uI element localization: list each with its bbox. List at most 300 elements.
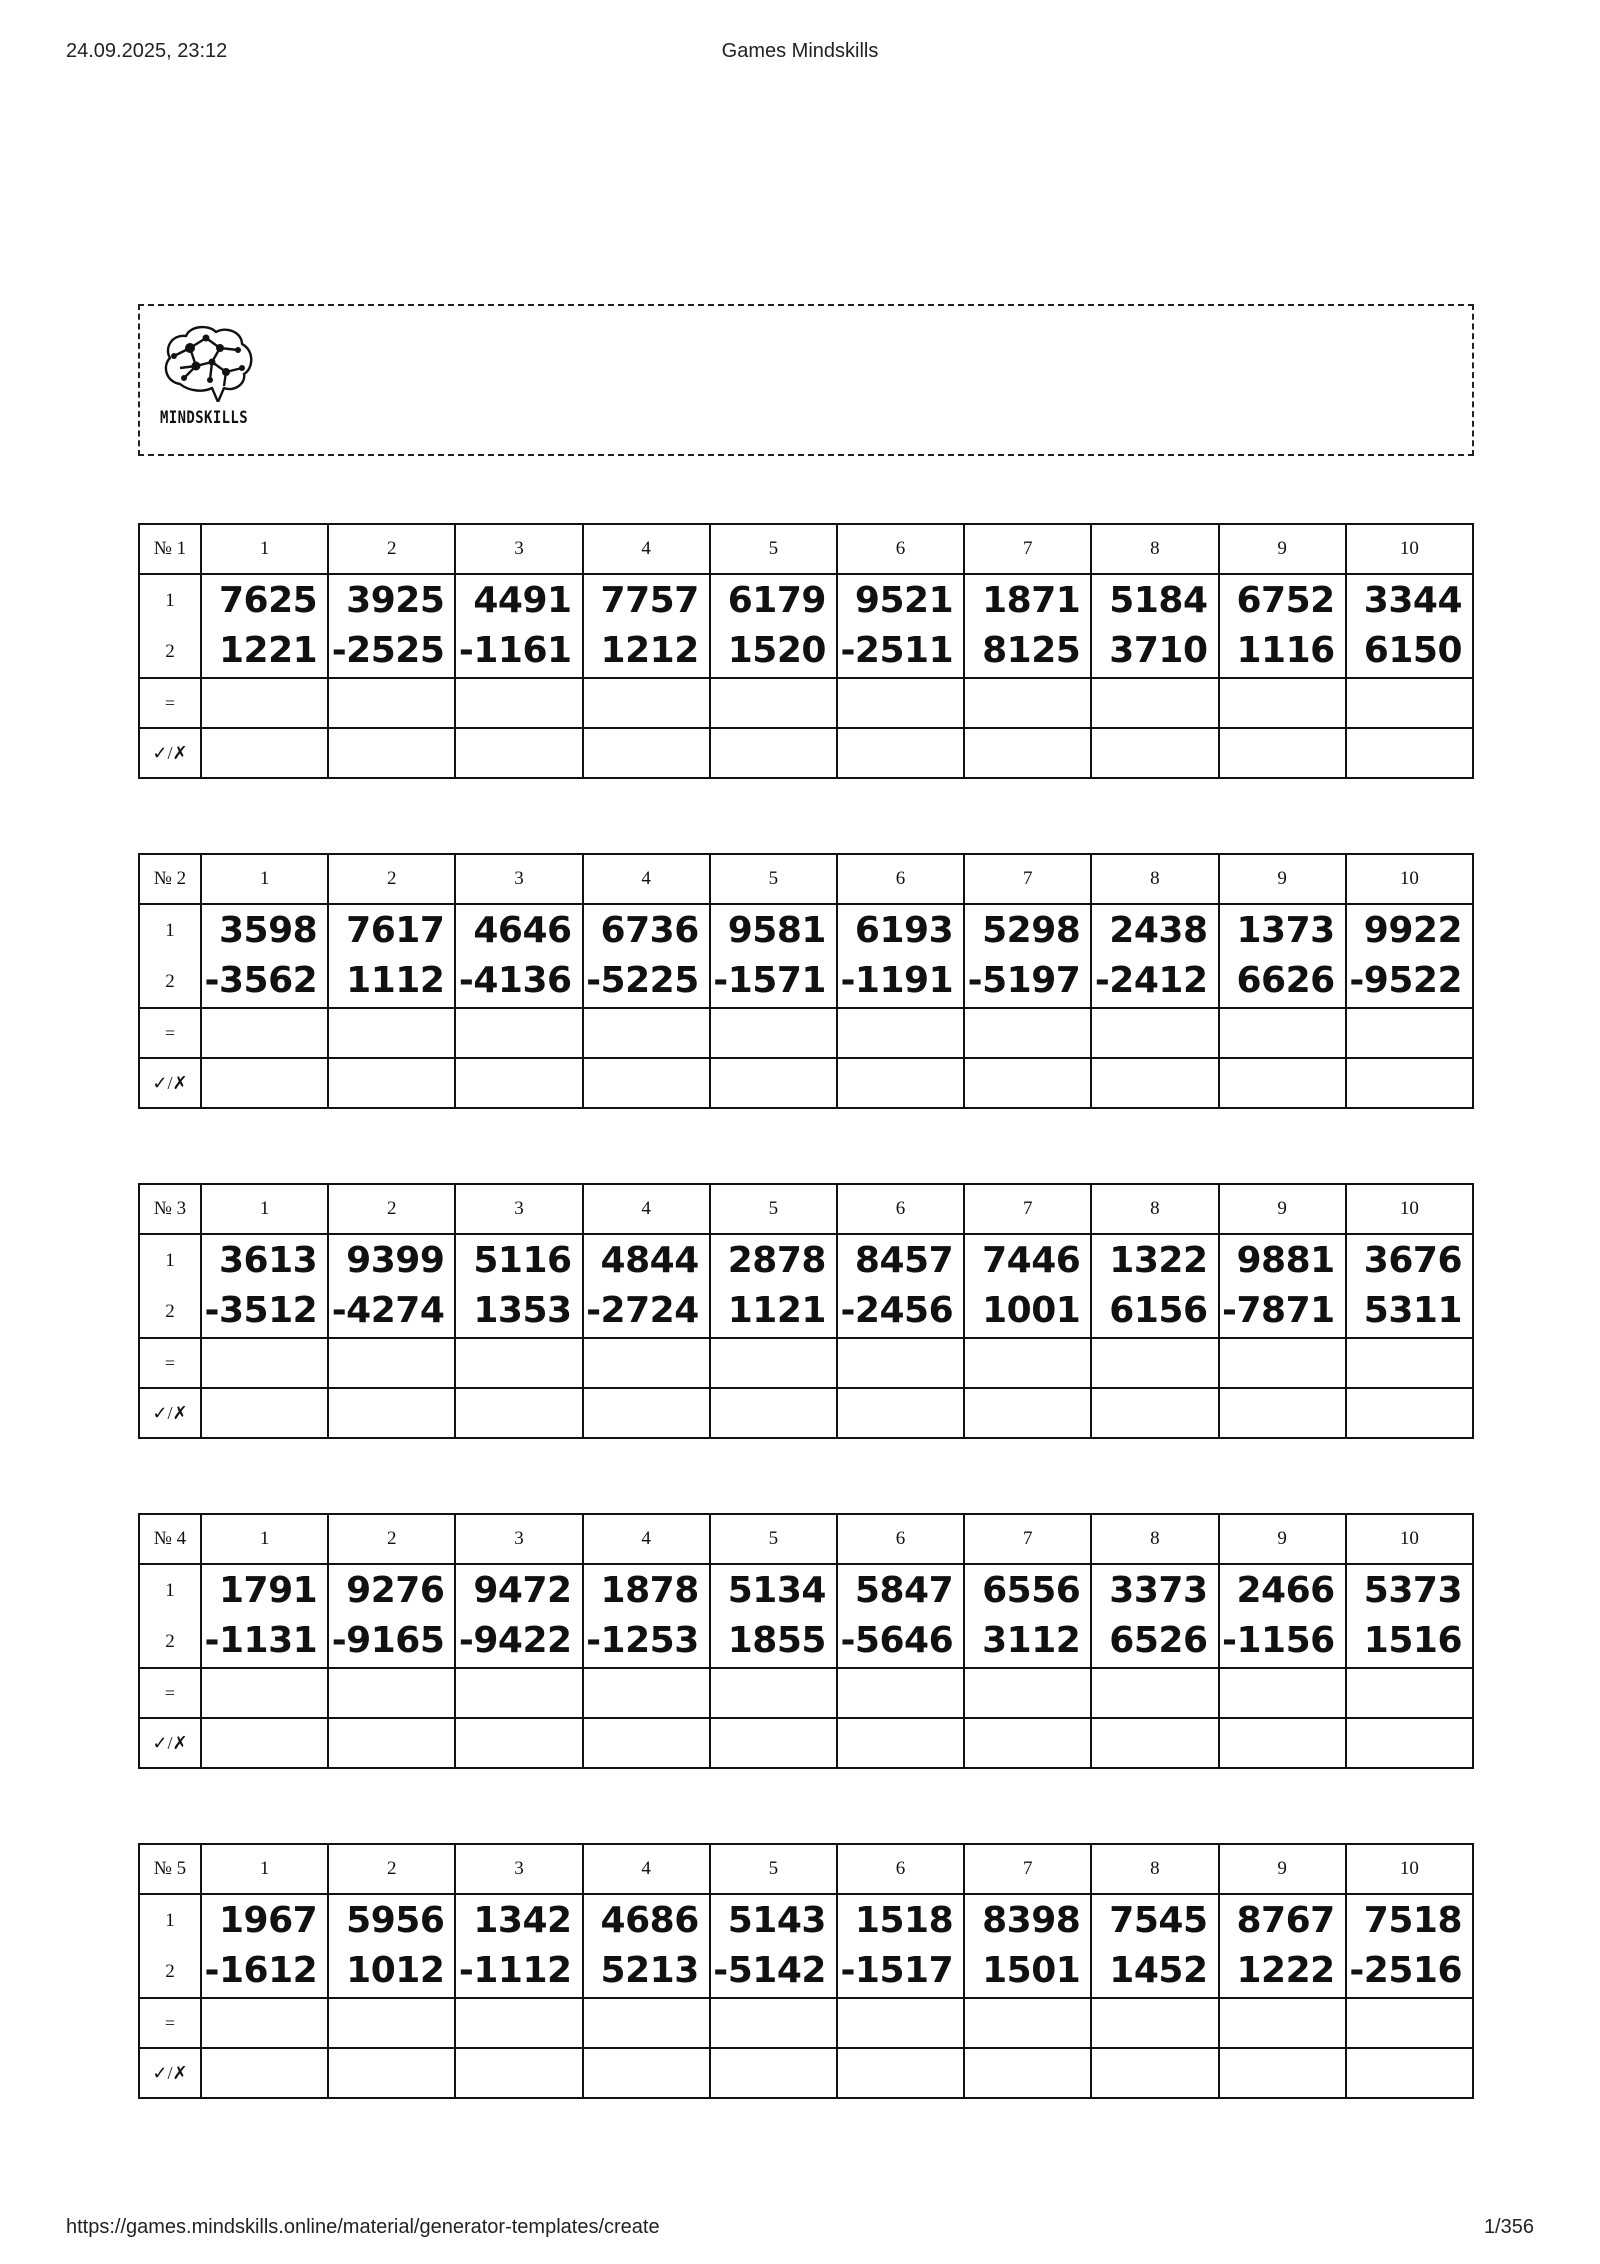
column-header: 9 <box>1219 524 1346 574</box>
first-number: 5134 <box>727 1570 826 1611</box>
second-number: -5225 <box>586 960 699 1001</box>
second-number: -5197 <box>967 960 1081 1001</box>
column-header: 10 <box>1346 1184 1473 1234</box>
number-cell <box>328 904 455 1008</box>
column-header: 2 <box>328 1514 455 1564</box>
second-number: -1112 <box>458 1950 572 1991</box>
check-cell[interactable] <box>964 1058 1091 1108</box>
column-header: 1 <box>201 1844 328 1894</box>
first-number: 8767 <box>1236 1900 1335 1941</box>
answer-cell[interactable] <box>201 678 328 728</box>
column-header: 8 <box>1091 1184 1218 1234</box>
check-cell[interactable] <box>455 2048 582 2098</box>
row-labels <box>139 1894 201 1998</box>
check-label: ✓/✗ <box>139 728 201 778</box>
result-label: = <box>139 1668 201 1718</box>
second-number: -4136 <box>458 960 572 1001</box>
number-cell <box>583 904 710 1008</box>
column-header: 9 <box>1219 854 1346 904</box>
column-header: 4 <box>583 524 710 574</box>
number-cell <box>583 1234 710 1338</box>
check-cell[interactable] <box>201 1718 328 1768</box>
column-header: 7 <box>964 1844 1091 1894</box>
answer-cell[interactable] <box>1346 1998 1473 2048</box>
answer-cell[interactable] <box>1219 1338 1346 1388</box>
check-cell[interactable] <box>328 1718 455 1768</box>
table-number: № 4 <box>139 1514 201 1564</box>
answer-cell[interactable] <box>583 678 710 728</box>
check-cell[interactable] <box>710 2048 837 2098</box>
number-cell <box>455 1894 582 1998</box>
check-cell[interactable] <box>837 1718 964 1768</box>
answer-cell[interactable] <box>1091 1668 1218 1718</box>
number-cell <box>1346 574 1473 678</box>
row-label-second: 2 <box>165 1300 175 1322</box>
answer-cell[interactable] <box>583 1998 710 2048</box>
check-cell[interactable] <box>201 1058 328 1108</box>
first-number: 4686 <box>600 1900 699 1941</box>
print-title: Games Mindskills <box>721 40 879 62</box>
number-cell <box>837 1894 964 1998</box>
second-number: 1121 <box>727 1290 826 1331</box>
column-header: 6 <box>837 1514 964 1564</box>
answer-cell[interactable] <box>201 1008 328 1058</box>
check-cell[interactable] <box>328 1388 455 1438</box>
column-header: 9 <box>1219 1184 1346 1234</box>
answer-cell[interactable] <box>964 1338 1091 1388</box>
first-number: 9276 <box>346 1570 445 1611</box>
check-cell[interactable] <box>455 1058 582 1108</box>
second-number: -3512 <box>204 1290 318 1331</box>
number-cell <box>837 1234 964 1338</box>
first-number: 1322 <box>1109 1240 1208 1281</box>
answer-cell[interactable] <box>837 1338 964 1388</box>
answer-cell[interactable] <box>964 1998 1091 2048</box>
second-number: 6156 <box>1109 1290 1208 1331</box>
answer-cell[interactable] <box>837 1668 964 1718</box>
logo-text: MINDSKILLS <box>160 408 249 428</box>
number-cell <box>201 574 328 678</box>
row-label-first: 1 <box>165 1909 175 1931</box>
first-number: 1967 <box>218 1900 318 1941</box>
first-number: 7617 <box>346 910 445 951</box>
first-number: 1791 <box>218 1570 318 1611</box>
first-number: 9399 <box>346 1240 445 1281</box>
second-number: -1517 <box>840 1950 954 1991</box>
worksheet-tables <box>138 523 1474 2173</box>
exercise-table <box>138 853 1474 1109</box>
second-number: 1001 <box>982 1290 1081 1331</box>
second-number: -1161 <box>458 630 572 671</box>
second-number: 1516 <box>1363 1620 1462 1661</box>
number-cell <box>710 1234 837 1338</box>
number-cell <box>1219 1564 1346 1668</box>
column-header: 4 <box>583 1184 710 1234</box>
check-cell[interactable] <box>964 1718 1091 1768</box>
first-number: 6179 <box>727 580 826 621</box>
number-cell <box>1091 1234 1218 1338</box>
column-header: 2 <box>328 1844 455 1894</box>
first-number: 1871 <box>982 580 1081 621</box>
column-header: 5 <box>710 524 837 574</box>
second-number: -1612 <box>204 1950 318 1991</box>
answer-cell[interactable] <box>964 1668 1091 1718</box>
answer-cell[interactable] <box>201 1338 328 1388</box>
answer-cell[interactable] <box>710 1998 837 2048</box>
print-url: https://games.mindskills.online/material/generator-templates/create <box>66 2216 660 2238</box>
number-cell <box>328 1234 455 1338</box>
second-number: 1520 <box>727 630 826 671</box>
first-number: 6556 <box>982 1570 1081 1611</box>
answer-cell[interactable] <box>1346 1008 1473 1058</box>
number-cell <box>710 574 837 678</box>
check-cell[interactable] <box>1091 1718 1218 1768</box>
second-number: 1221 <box>218 630 318 671</box>
table-number: № 2 <box>139 854 201 904</box>
number-cell <box>1091 1894 1218 1998</box>
second-number: -2516 <box>1349 1950 1462 1991</box>
number-cell <box>710 1564 837 1668</box>
column-header: 6 <box>837 1844 964 1894</box>
answer-cell[interactable] <box>710 678 837 728</box>
result-label: = <box>139 1008 201 1058</box>
first-number: 4844 <box>600 1240 699 1281</box>
check-label: ✓/✗ <box>139 1718 201 1768</box>
answer-cell[interactable] <box>837 1008 964 1058</box>
answer-cell[interactable] <box>1091 1998 1218 2048</box>
answer-cell[interactable] <box>1346 1338 1473 1388</box>
exercise-table <box>138 1843 1474 2099</box>
row-label-second: 2 <box>165 640 175 662</box>
answer-cell[interactable] <box>710 1338 837 1388</box>
logo-box <box>138 304 1474 456</box>
second-number: 3112 <box>982 1620 1081 1661</box>
number-cell <box>710 1894 837 1998</box>
column-header: 3 <box>455 854 582 904</box>
check-cell[interactable] <box>1346 1058 1473 1108</box>
row-label-second: 2 <box>165 970 175 992</box>
answer-cell[interactable] <box>964 678 1091 728</box>
number-cell <box>710 904 837 1008</box>
answer-cell[interactable] <box>1346 678 1473 728</box>
column-header: 6 <box>837 854 964 904</box>
first-number: 7518 <box>1363 1900 1462 1941</box>
check-cell[interactable] <box>1219 1388 1346 1438</box>
check-cell[interactable] <box>1091 2048 1218 2098</box>
first-number: 9521 <box>854 580 954 621</box>
number-cell <box>328 574 455 678</box>
first-number: 9922 <box>1363 910 1462 951</box>
first-number: 7545 <box>1109 1900 1208 1941</box>
exercise-table <box>138 1183 1474 1439</box>
check-cell[interactable] <box>837 2048 964 2098</box>
check-cell[interactable] <box>583 728 710 778</box>
answer-cell[interactable] <box>455 678 582 728</box>
answer-cell[interactable] <box>328 1008 455 1058</box>
answer-cell[interactable] <box>1219 1668 1346 1718</box>
first-number: 8457 <box>854 1240 954 1281</box>
number-cell <box>455 1564 582 1668</box>
check-cell[interactable] <box>964 728 1091 778</box>
check-cell[interactable] <box>710 1718 837 1768</box>
number-cell <box>583 574 710 678</box>
second-number: -5142 <box>713 1950 826 1991</box>
number-cell <box>1346 1894 1473 1998</box>
check-cell[interactable] <box>583 1058 710 1108</box>
check-cell[interactable] <box>1219 1058 1346 1108</box>
check-cell[interactable] <box>1346 2048 1473 2098</box>
second-number: -9522 <box>1349 960 1462 1001</box>
check-cell[interactable] <box>964 2048 1091 2098</box>
logo <box>160 322 270 428</box>
column-header: 8 <box>1091 524 1218 574</box>
check-cell[interactable] <box>1219 2048 1346 2098</box>
check-cell[interactable] <box>328 2048 455 2098</box>
row-label-second: 2 <box>165 1960 175 1982</box>
answer-cell[interactable] <box>710 1668 837 1718</box>
answer-cell[interactable] <box>455 1668 582 1718</box>
check-cell[interactable] <box>201 728 328 778</box>
first-number: 4646 <box>473 910 572 951</box>
print-datetime: 24.09.2025, 23:12 <box>66 40 228 62</box>
result-label: = <box>139 1338 201 1388</box>
row-label-first: 1 <box>165 1579 175 1601</box>
first-number: 1878 <box>600 1570 699 1611</box>
column-header: 7 <box>964 1514 1091 1564</box>
check-cell[interactable] <box>1346 1718 1473 1768</box>
answer-cell[interactable] <box>1219 1998 1346 2048</box>
column-header: 1 <box>201 524 328 574</box>
number-cell <box>837 1564 964 1668</box>
number-cell <box>964 904 1091 1008</box>
number-cell <box>455 1234 582 1338</box>
first-number: 3676 <box>1363 1240 1462 1281</box>
first-number: 5956 <box>346 1900 445 1941</box>
first-number: 7625 <box>218 580 318 621</box>
column-header: 8 <box>1091 1514 1218 1564</box>
column-header: 4 <box>583 854 710 904</box>
check-cell[interactable] <box>328 728 455 778</box>
print-footer <box>66 2216 1534 2244</box>
check-label: ✓/✗ <box>139 1058 201 1108</box>
first-number: 3373 <box>1109 1570 1208 1611</box>
row-labels <box>139 1234 201 1338</box>
second-number: -2412 <box>1094 960 1208 1001</box>
number-cell <box>837 904 964 1008</box>
first-number: 6736 <box>600 910 699 951</box>
first-number: 3598 <box>218 910 318 951</box>
answer-cell[interactable] <box>1091 1008 1218 1058</box>
check-label: ✓/✗ <box>139 1388 201 1438</box>
check-cell[interactable] <box>964 1388 1091 1438</box>
second-number: 1353 <box>473 1290 572 1331</box>
number-cell <box>201 1564 328 1668</box>
number-cell <box>201 1894 328 1998</box>
second-number: -2456 <box>840 1290 954 1331</box>
result-label: = <box>139 678 201 728</box>
row-labels <box>139 904 201 1008</box>
second-number: -1253 <box>586 1620 699 1661</box>
check-cell[interactable] <box>710 728 837 778</box>
first-number: 2878 <box>727 1240 826 1281</box>
column-header: 6 <box>837 1184 964 1234</box>
number-cell <box>1219 574 1346 678</box>
second-number: -5646 <box>840 1620 954 1661</box>
row-label-first: 1 <box>165 919 175 941</box>
answer-cell[interactable] <box>964 1008 1091 1058</box>
answer-cell[interactable] <box>1219 678 1346 728</box>
column-header: 10 <box>1346 854 1473 904</box>
row-labels <box>139 1564 201 1668</box>
first-number: 1342 <box>473 1900 572 1941</box>
second-number: 1012 <box>346 1950 445 1991</box>
second-number: 1222 <box>1236 1950 1335 1991</box>
answer-cell[interactable] <box>837 1998 964 2048</box>
number-cell <box>964 1564 1091 1668</box>
column-header: 3 <box>455 1844 582 1894</box>
number-cell <box>328 1894 455 1998</box>
first-number: 7446 <box>982 1240 1081 1281</box>
row-label-second: 2 <box>165 1630 175 1652</box>
check-cell[interactable] <box>1091 1388 1218 1438</box>
check-cell[interactable] <box>837 728 964 778</box>
first-number: 2438 <box>1109 910 1208 951</box>
answer-cell[interactable] <box>201 1668 328 1718</box>
check-label: ✓/✗ <box>139 2048 201 2098</box>
check-cell[interactable] <box>710 1388 837 1438</box>
first-number: 7757 <box>600 580 699 621</box>
answer-cell[interactable] <box>710 1008 837 1058</box>
check-cell[interactable] <box>837 1388 964 1438</box>
check-cell[interactable] <box>1346 728 1473 778</box>
check-cell[interactable] <box>1219 728 1346 778</box>
answer-cell[interactable] <box>1219 1008 1346 1058</box>
answer-cell[interactable] <box>837 678 964 728</box>
answer-cell[interactable] <box>455 1338 582 1388</box>
second-number: 1855 <box>727 1620 826 1661</box>
second-number: 1452 <box>1109 1950 1208 1991</box>
column-header: 2 <box>328 524 455 574</box>
check-cell[interactable] <box>201 2048 328 2098</box>
first-number: 5116 <box>473 1240 572 1281</box>
column-header: 8 <box>1091 1844 1218 1894</box>
answer-cell[interactable] <box>455 1008 582 1058</box>
second-number: -4274 <box>331 1290 445 1331</box>
first-number: 5143 <box>727 1900 826 1941</box>
check-cell[interactable] <box>583 1388 710 1438</box>
check-cell[interactable] <box>455 1388 582 1438</box>
number-cell <box>201 1234 328 1338</box>
number-cell <box>837 574 964 678</box>
check-cell[interactable] <box>328 1058 455 1108</box>
exercise-table <box>138 523 1474 779</box>
column-header: 10 <box>1346 1844 1473 1894</box>
first-number: 3925 <box>346 580 445 621</box>
second-number: 6526 <box>1109 1620 1208 1661</box>
first-number: 9881 <box>1236 1240 1335 1281</box>
check-cell[interactable] <box>1091 1058 1218 1108</box>
second-number: 8125 <box>982 630 1081 671</box>
second-number: 1212 <box>600 630 699 671</box>
number-cell <box>964 574 1091 678</box>
number-cell <box>1091 904 1218 1008</box>
result-label: = <box>139 1998 201 2048</box>
table-number: № 5 <box>139 1844 201 1894</box>
number-cell <box>455 904 582 1008</box>
column-header: 3 <box>455 1184 582 1234</box>
second-number: -7871 <box>1222 1290 1335 1331</box>
number-cell <box>1346 1564 1473 1668</box>
column-header: 3 <box>455 1514 582 1564</box>
second-number: -1156 <box>1222 1620 1335 1661</box>
column-header: 1 <box>201 854 328 904</box>
answer-cell[interactable] <box>583 1008 710 1058</box>
first-number: 5373 <box>1363 1570 1462 1611</box>
column-header: 1 <box>201 1514 328 1564</box>
first-number: 3344 <box>1363 580 1462 621</box>
answer-cell[interactable] <box>455 1998 582 2048</box>
row-label-first: 1 <box>165 589 175 611</box>
answer-cell[interactable] <box>1346 1668 1473 1718</box>
check-cell[interactable] <box>837 1058 964 1108</box>
check-cell[interactable] <box>455 1718 582 1768</box>
answer-cell[interactable] <box>1091 1338 1218 1388</box>
check-cell[interactable] <box>1346 1388 1473 1438</box>
answer-cell[interactable] <box>328 1668 455 1718</box>
first-number: 2466 <box>1236 1570 1335 1611</box>
answer-cell[interactable] <box>1091 678 1218 728</box>
check-cell[interactable] <box>1091 728 1218 778</box>
second-number: -1131 <box>204 1620 318 1661</box>
answer-cell[interactable] <box>328 1998 455 2048</box>
answer-cell[interactable] <box>583 1338 710 1388</box>
first-number: 1518 <box>854 1900 954 1941</box>
answer-cell[interactable] <box>201 1998 328 2048</box>
first-number: 9472 <box>473 1570 572 1611</box>
first-number: 5184 <box>1109 580 1208 621</box>
answer-cell[interactable] <box>583 1668 710 1718</box>
check-cell[interactable] <box>583 2048 710 2098</box>
second-number: 6626 <box>1236 960 1335 1001</box>
check-cell[interactable] <box>1219 1718 1346 1768</box>
print-header <box>66 40 1534 68</box>
second-number: 1501 <box>982 1950 1081 1991</box>
number-cell <box>1219 1234 1346 1338</box>
check-cell[interactable] <box>455 728 582 778</box>
brain-network-icon <box>160 322 256 402</box>
column-header: 9 <box>1219 1514 1346 1564</box>
column-header: 5 <box>710 1184 837 1234</box>
column-header: 6 <box>837 524 964 574</box>
second-number: 1116 <box>1236 630 1335 671</box>
answer-cell[interactable] <box>328 678 455 728</box>
column-header: 3 <box>455 524 582 574</box>
number-cell <box>583 1564 710 1668</box>
answer-cell[interactable] <box>328 1338 455 1388</box>
check-cell[interactable] <box>201 1388 328 1438</box>
first-number: 9581 <box>727 910 826 951</box>
number-cell <box>1091 1564 1218 1668</box>
first-number: 5298 <box>982 910 1081 951</box>
check-cell[interactable] <box>710 1058 837 1108</box>
first-number: 6752 <box>1236 580 1335 621</box>
second-number: -1191 <box>840 960 954 1001</box>
first-number: 1373 <box>1236 910 1335 951</box>
check-cell[interactable] <box>583 1718 710 1768</box>
column-header: 7 <box>964 524 1091 574</box>
number-cell <box>1346 904 1473 1008</box>
table-number: № 3 <box>139 1184 201 1234</box>
